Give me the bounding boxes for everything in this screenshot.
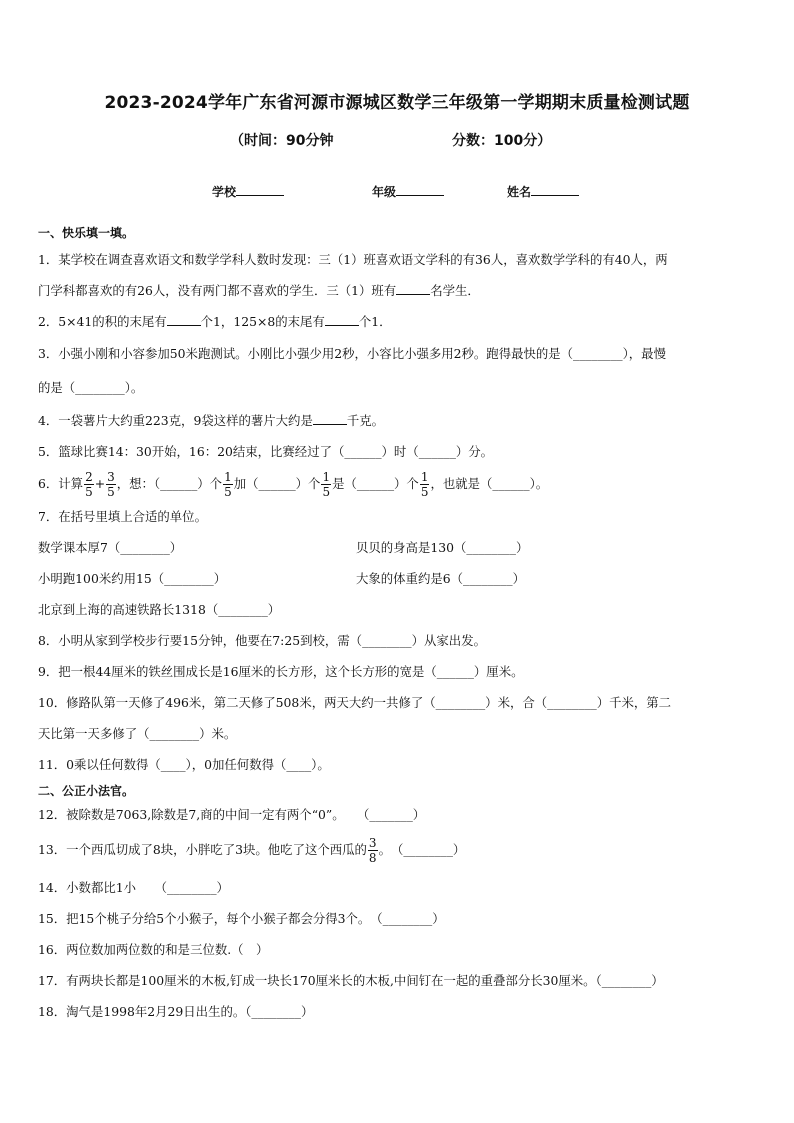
question-10-line-1: 10．修路队第一天修了496米，第二天修了508米，两天大约一共修了（________）米，合（________）千米，第二 — [38, 695, 672, 710]
name-blank[interactable] — [531, 181, 579, 196]
question-6: 6．计算 $\frac{2}{5}$ + $\frac{3}{5}$ ，想：（______）个 $\frac{1}{5}$ 加（______）个 $\frac{1}{5}$ 是（______）个 $\frac{1}{5}$ ，也就是（______）。 — [38, 470, 549, 499]
question-13: 13．一个西瓜切成了8块，小胖吃了3块。他吃了这个西瓜的 $\frac{3}{8}$ 。 （________） — [38, 836, 466, 865]
question-5: 5．篮球比赛14：30开始，16：20结束，比赛经过了（______）时（______）分。 — [38, 444, 494, 459]
school-blank[interactable] — [236, 181, 284, 196]
grade-label: 年级 — [372, 185, 397, 199]
question-9: 9．把一根44厘米的铁丝围成长是16厘米的长方形，这个长方形的宽是（______）厘米。 — [38, 664, 524, 679]
question-3-line-2: 的是（________）。 — [38, 380, 144, 395]
fraction-2-5: $\frac{2}{5}$ — [85, 470, 93, 499]
fraction-1-5-b: $\frac{1}{5}$ — [322, 470, 331, 499]
question-11: 11．0乘以任何数得（____），0加任何数得（____）。 — [38, 757, 330, 772]
question-4: 4．一袋薯片大约重223克，9袋这样的薯片大约是 千克。 — [38, 405, 760, 436]
name-field — [507, 181, 579, 200]
question-18: 18．淘气是1998年2月29日出生的。（________） — [38, 1004, 314, 1019]
fraction-1-5-a: $\frac{1}{5}$ — [224, 470, 232, 499]
question-1-line-2: 门学科都喜欢的有26人，没有两门都不喜欢的学生．三（1）班有 名学生． — [38, 275, 760, 306]
section-2-heading: 二、公正小法官。 — [38, 784, 135, 798]
question-1-line-1: 1．某学校在调查喜欢语文和数学学科人数时发现：三（1）班喜欢语文学科的有36人，喜欢数学学科的有40人，两 — [38, 252, 668, 267]
exam-time: （时间：90分钟 — [230, 133, 334, 149]
fraction-1-5-c: $\frac{1}{5}$ — [420, 470, 429, 499]
school-label: 学校 — [212, 185, 237, 199]
question-16: 16．两位数加两位数的和是三位数.（ ） — [38, 942, 269, 957]
question-17: 17．有两块长都是100厘米的木板,钉成一块长170厘米长的木板,中间钉在一起的重叠部分长30厘米。（________） — [38, 973, 664, 988]
question-7-row-1: 数学课本厚7（________） 贝贝的身高是130（________） — [38, 540, 529, 555]
name-label: 姓名 — [507, 185, 532, 199]
question-4-blank[interactable] — [313, 410, 347, 425]
grade-blank[interactable] — [396, 181, 444, 196]
grade-field — [372, 181, 444, 200]
question-7: 7．在括号里填上合适的单位。 — [38, 509, 207, 524]
exam-content — [38, 222, 760, 1027]
question-3-line-1: 3．小强小刚和小容参加50米跑测试。小刚比小强少用2秒，小容比小强多用2秒。跑得最快的是（________），最慢 — [38, 346, 666, 361]
question-10-line-2: 天比第一天多修了（________）米。 — [38, 726, 237, 741]
question-15: 15．把15个桃子分给5个小猴子，每个小猴子都会分得3个。 （________） — [38, 911, 445, 926]
question-7-row-3: 北京到上海的高速铁路长1318（________） — [38, 602, 281, 617]
question-12: 12．被除数是7063,除数是7,商的中间一定有两个“0”。 （_______） — [38, 807, 426, 822]
question-1-blank[interactable] — [396, 280, 430, 295]
question-14: 14．小数都比1小 （________） — [38, 880, 229, 895]
question-8: 8．小明从家到学校步行要15分钟，他要在7:25到校，需（________）从家出发。 — [38, 633, 486, 648]
fraction-3-8: $\frac{3}{8}$ — [368, 836, 377, 865]
school-field — [212, 181, 284, 200]
exam-score: 分数：100分） — [452, 133, 552, 149]
question-7-row-2: 小明跑100米约用15（________） 大象的体重约是6（________） — [38, 571, 525, 586]
question-2-blank-2[interactable] — [325, 311, 359, 326]
page-title: 2023-2024学年广东省河源市源城区数学三年级第一学期期末质量检测试题 — [104, 93, 690, 113]
section-1-heading: 一、快乐填一填。 — [38, 226, 135, 240]
question-2: 2．5×41的积的末尾有 个1，125×8的末尾有 个1． — [38, 306, 760, 337]
question-2-blank-1[interactable] — [167, 311, 201, 326]
fraction-3-5: $\frac{3}{5}$ — [107, 470, 115, 499]
